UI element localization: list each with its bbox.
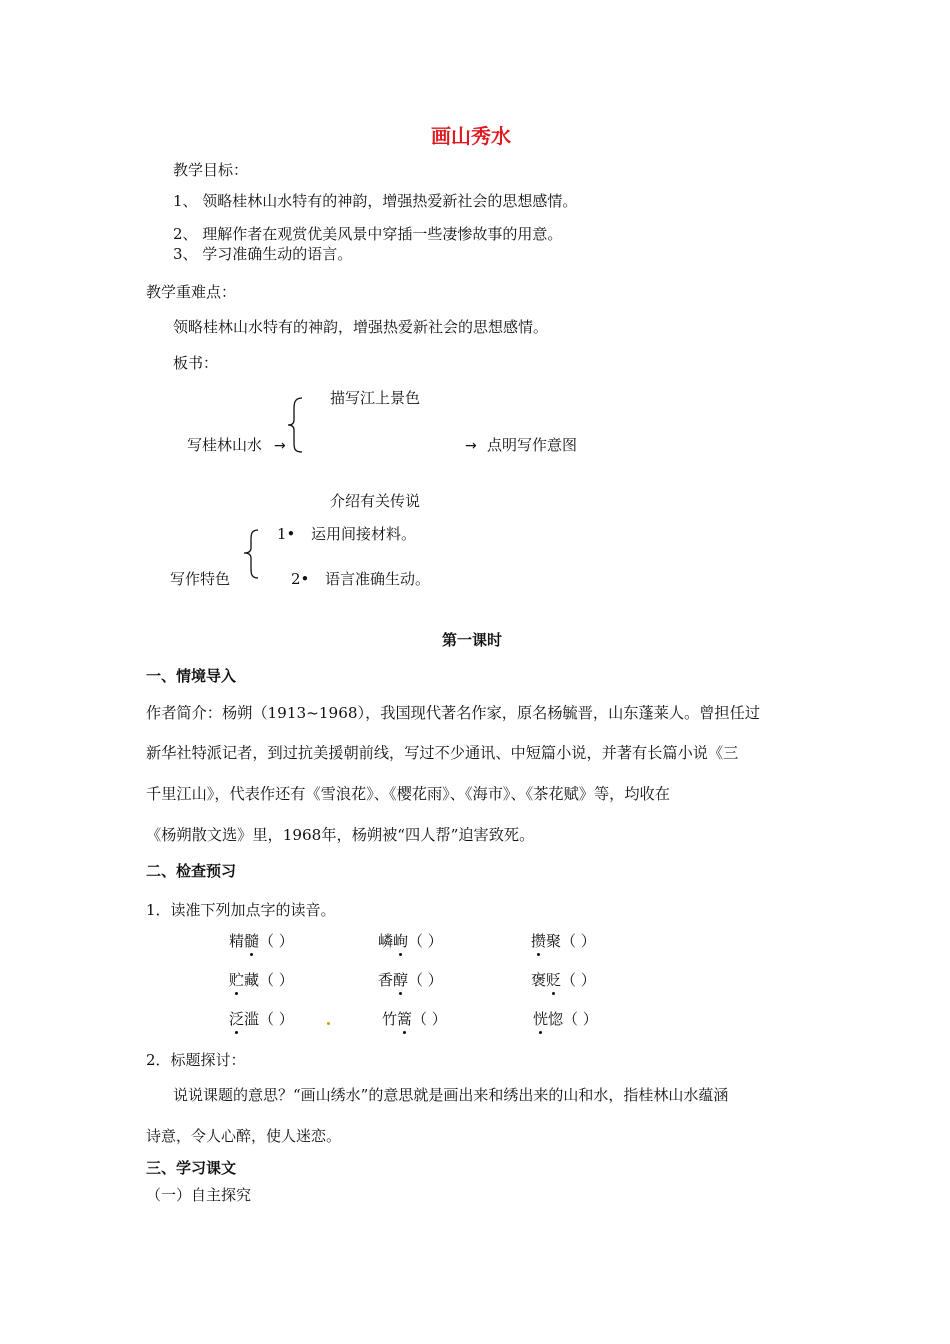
word-item: 香醇（ ） (378, 971, 443, 989)
question-2: 2．标题探讨： (146, 1051, 246, 1069)
objective-item: 2、 理解作者在观赏优美风景中穿插一些凄惨故事的用意。 (173, 225, 563, 243)
feature-2: 语言准确生动。 (325, 570, 431, 588)
feature-1-number: 1• (277, 525, 296, 543)
word-item: 竹篙（ ） (382, 1010, 447, 1028)
word-item: 攒聚（ ） (531, 932, 596, 950)
section-heading: 二、检查预习 (146, 862, 237, 880)
board-result: 点明写作意图 (487, 436, 578, 454)
ink-dot (327, 1022, 330, 1025)
author-intro-line: 作者简介：杨朔（1913~1968），我国现代著名作家，原名杨毓晋，山东蓬莱人。曾担任过 (146, 704, 760, 722)
word-item: 嶙峋（ ） (378, 932, 443, 950)
word-item: 贮藏（ ） (229, 971, 294, 989)
word-item: 恍惚（ ） (533, 1010, 598, 1028)
arrow-icon: → (465, 438, 477, 454)
word-item: 泛滥（ ） (229, 1010, 294, 1028)
title-discussion-line: 说说课题的意思？“画山绣水”的意思就是画出来和绣出来的山和水，指桂林山水蕴涵 (173, 1086, 729, 1104)
subsection-heading: （一）自主探究 (146, 1186, 252, 1204)
arrow-icon: → (274, 438, 286, 454)
author-intro-line: 新华社特派记者，到过抗美援朝前线，写过不少通讯、中短篇小说，并著有长篇小说《三 (146, 744, 739, 762)
objective-item: 1、 领略桂林山水特有的神韵，增强热爱新社会的思想感情。 (173, 192, 578, 210)
brace-icon (286, 396, 306, 454)
board-heading: 板书： (173, 354, 219, 372)
board-branch-bottom: 介绍有关传说 (330, 492, 421, 510)
key-points-heading: 教学重难点： (146, 283, 237, 301)
features-root: 写作特色 (170, 570, 231, 588)
author-intro-line: 《杨朔散文选》里，1968年，杨朔被“四人帮”迫害致死。 (146, 826, 535, 844)
section-heading: 一、情境导入 (146, 667, 237, 685)
board-branch-top: 描写江上景色 (330, 389, 421, 407)
page-title: 画山秀水 (431, 124, 511, 148)
title-discussion-line: 诗意，令人心醉，使人迷恋。 (146, 1127, 342, 1145)
key-points-text: 领略桂林山水特有的神韵，增强热爱新社会的思想感情。 (173, 318, 549, 336)
board-root: 写桂林山水 (187, 436, 263, 454)
word-item: 褒贬（ ） (531, 971, 596, 989)
objectives-heading: 教学目标： (173, 161, 249, 179)
feature-2-number: 2• (291, 570, 310, 588)
question-1: 1．读准下列加点字的读音。 (146, 901, 336, 919)
brace-icon (241, 528, 263, 580)
feature-1: 运用间接材料。 (311, 525, 417, 543)
word-item: 精髓（ ） (229, 932, 294, 950)
objective-item: 3、 学习准确生动的语言。 (173, 245, 353, 263)
author-intro-line: 千里江山》，代表作还有《雪浪花》、《樱花雨》、《海市》、《茶花赋》等，均收在 (146, 785, 670, 803)
section-heading: 三、学习课文 (146, 1159, 237, 1177)
lesson-heading: 第一课时 (442, 631, 503, 649)
